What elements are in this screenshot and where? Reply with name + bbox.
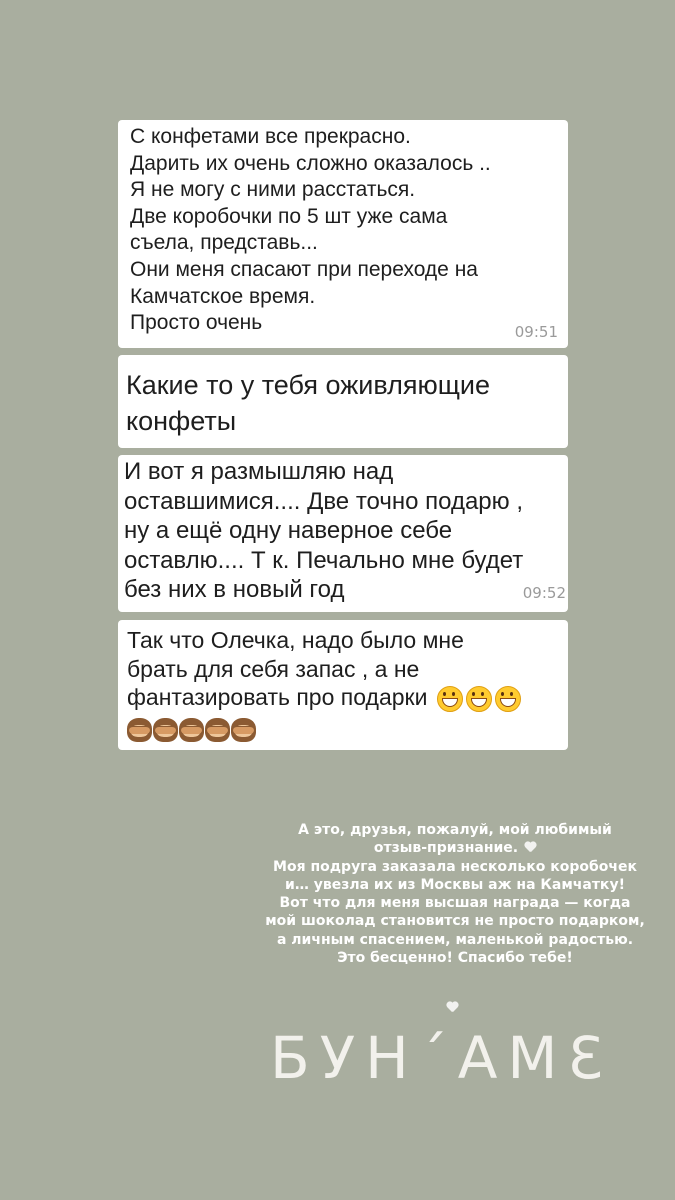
brand-logo: БУН´АМƐ xyxy=(270,1024,614,1092)
message-line: Камчатское время. xyxy=(130,284,316,308)
white-heart-icon xyxy=(524,842,536,853)
message-line: конфеты xyxy=(126,406,237,436)
message-bubble-1 xyxy=(118,120,568,348)
message-line: Просто очень xyxy=(130,311,263,335)
see-no-evil-monkey-icon xyxy=(231,718,256,742)
message-timestamp: 09:52 xyxy=(522,583,566,602)
grinning-face-icon xyxy=(466,686,492,712)
caption-line: и… увезла их из Москвы аж на Камчатку! xyxy=(285,876,625,893)
message-line: Дарить их очень сложно оказалось .. xyxy=(130,151,491,175)
see-no-evil-monkey-icon xyxy=(179,718,204,742)
caption-line: Вот что для меня высшая награда — когда xyxy=(279,895,631,912)
message-text xyxy=(126,367,568,439)
message-line: И вот я размышляю над xyxy=(124,458,394,485)
message-line: фантазировать про подарки xyxy=(127,684,428,710)
message-bubble-4 xyxy=(118,620,568,750)
grinning-face-icon xyxy=(437,686,463,712)
message-line: оставлю.... Т к. Печально мне будет xyxy=(124,546,524,574)
caption-line: отзыв-признание. xyxy=(373,840,519,857)
see-no-evil-monkey-icon xyxy=(127,718,152,742)
message-line: съела, представь... xyxy=(130,231,318,255)
message-line: Какие то у тебя оживляющие xyxy=(126,370,491,400)
message-line: ну а ещё одну наверное себе xyxy=(124,517,453,544)
message-line: С конфетами все прекрасно. xyxy=(130,125,411,148)
message-line: без них в новый год xyxy=(124,576,345,603)
caption-line: мой шоколад становится не просто подарком, xyxy=(265,913,645,930)
grinning-face-icon xyxy=(495,686,521,712)
message-line: Две коробочки по 5 шт уже сама xyxy=(130,204,448,228)
message-line: Они меня спасают при переходе на xyxy=(130,257,478,281)
see-no-evil-monkey-icon xyxy=(205,718,230,742)
message-text xyxy=(127,626,568,742)
caption-line: а личным спасением, маленькой радостью. xyxy=(276,931,634,948)
message-timestamp: 09:51 xyxy=(514,323,558,342)
caption-line: А это, друзья, пожалуй, мой любимый xyxy=(298,822,612,838)
caption-line: Это бесценно! Спасибо тебе! xyxy=(337,950,573,967)
message-line: Так что Олечка, надо было мне xyxy=(127,627,464,653)
caption-line-with-heart xyxy=(240,839,670,857)
message-line-with-emoji xyxy=(127,683,568,712)
message-bubble-3 xyxy=(118,455,568,612)
caption-line: Моя подруга заказала несколько коробочек xyxy=(273,858,637,875)
message-line: Я не могу с ними расстаться. xyxy=(130,178,416,202)
message-text xyxy=(124,457,568,605)
message-line: оставшимися.... Две точно подарю , xyxy=(124,487,523,515)
white-heart-icon xyxy=(446,1002,458,1013)
message-bubble-2 xyxy=(118,355,568,448)
message-text xyxy=(130,124,568,337)
see-no-evil-monkey-icon xyxy=(153,718,178,742)
story-caption xyxy=(240,821,670,967)
message-line: брать для себя запас , а не xyxy=(127,655,420,682)
emoji-row xyxy=(127,714,568,743)
